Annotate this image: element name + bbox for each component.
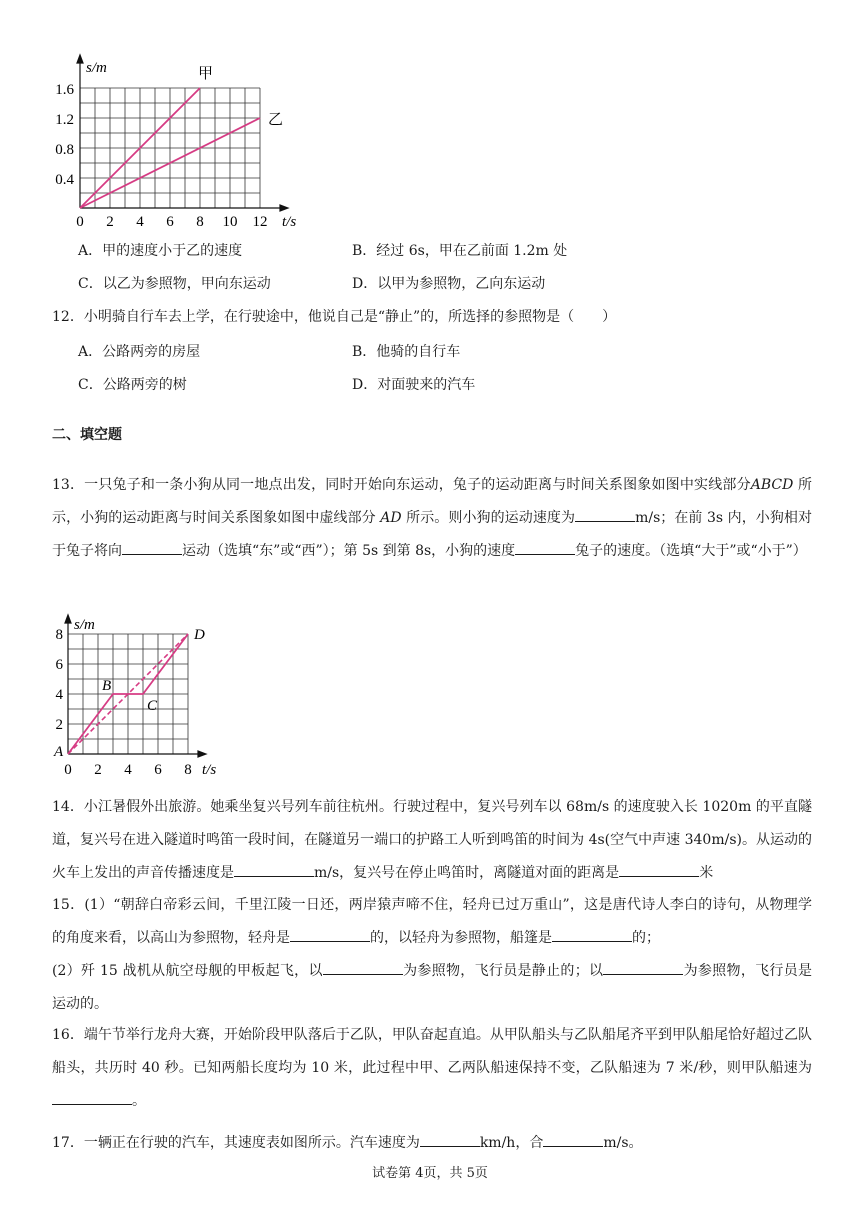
- y2-tick-8: 8: [55, 627, 63, 643]
- q13-text-5: 运动（选填“东”或“西”）；第 5s 到第 8s，小狗的速度: [182, 543, 516, 559]
- q13-text-2: 所示，小狗的运动距离与时间关系图象如图中虚线部分: [52, 477, 813, 526]
- q15-text-2: 的，以轻舟为参照物，船篷是: [370, 930, 552, 946]
- y-tick-1-2: 1.2: [55, 112, 74, 128]
- point-label-c: C: [147, 698, 158, 714]
- question-16: [52, 1019, 812, 1118]
- section-title-fill-in: 二、填空题: [52, 427, 122, 443]
- q14-blank-sound-speed[interactable]: [234, 860, 314, 877]
- q14-text-1: 14．小江暑假外出旅游。她乘坐复兴号列车前往杭州。行驶过程中，复兴号列车以 68m/s 的速度驶入长 1020m 的平直隧道，复兴号在进入隧道时鸣笛一段时间，在隧道另一端口的护路工人听到鸣笛的时间为 4s(空气中声速 340m/s)。从运动的火车上发出的声音传播速度是: [52, 799, 812, 881]
- point-label-d: D: [194, 627, 205, 643]
- question-13: [52, 469, 812, 568]
- q17-text-1: 17．一辆正在行驶的汽车，其速度表如图所示。汽车速度为: [52, 1135, 420, 1151]
- q17-blank-kmh[interactable]: [420, 1130, 480, 1147]
- q15-blank-boat-state[interactable]: [290, 925, 370, 942]
- y-tick-0-8: 0.8: [55, 142, 74, 158]
- line-yi-label: 乙: [268, 112, 284, 128]
- x2-tick-0: 0: [64, 762, 72, 778]
- question-15: [52, 889, 812, 1021]
- x2-tick-2: 2: [94, 762, 102, 778]
- q16-text-2: 。: [132, 1093, 146, 1109]
- graph1-y-axis-label: s/m: [86, 60, 107, 76]
- q13-ad: AD: [380, 510, 402, 526]
- point-label-a: A: [54, 744, 64, 760]
- q11-option-a[interactable]: A．甲的速度小于乙的速度: [78, 243, 243, 259]
- x-tick-2: 2: [106, 214, 114, 230]
- q11-option-c[interactable]: C．以乙为参照物，甲向东运动: [78, 276, 271, 292]
- graph2-x-axis-label: t/s: [202, 762, 217, 778]
- question-17: [52, 1127, 812, 1160]
- q15-text-4: (2）歼 15 战机从航空母舰的甲板起飞，以: [52, 963, 323, 979]
- q12-option-c[interactable]: C．公路两旁的树: [78, 377, 187, 393]
- q13-text-4: m/s；在前 3s 内，小狗相对于兔子将向: [52, 510, 813, 559]
- line-jia-label: 甲: [198, 66, 214, 82]
- graph1-y-ticks: [55, 82, 74, 188]
- q13-text-3: 所示。则小狗的运动速度为: [401, 510, 576, 526]
- q15-blank-static-reference[interactable]: [323, 958, 403, 975]
- q13-blank-dog-speed[interactable]: [575, 505, 635, 522]
- q15-text-6: 为参照物，飞行员是运动的。: [52, 963, 813, 1012]
- x-tick-6: 6: [166, 214, 174, 230]
- q15-text-5: 为参照物，飞行员是静止的；以: [402, 963, 604, 979]
- x-tick-4: 4: [136, 214, 144, 230]
- y2-tick-6: 6: [55, 657, 63, 673]
- q15-blank-moving-reference[interactable]: [603, 958, 683, 975]
- y2-tick-2: 2: [55, 717, 63, 733]
- graph2-y-axis-label: s/m: [74, 617, 95, 633]
- q12-option-d[interactable]: D．对面驶来的汽车: [352, 377, 476, 393]
- graph2-y-ticks: [56, 627, 64, 733]
- q17-text-3: m/s。: [603, 1135, 643, 1151]
- y-tick-0-4: 0.4: [55, 172, 74, 188]
- q13-text-1: 13．一只兔子和一条小狗从同一地点出发，同时开始向东运动，兔子的运动距离与时间关系图象如图中实线部分: [52, 477, 751, 493]
- q12-stem: 12．小明骑自行车去上学，在行驶途中，他说自己是“静止”的，所选择的参照物是（ ）: [52, 309, 617, 325]
- q12-option-a[interactable]: A．公路两旁的房屋: [78, 344, 201, 360]
- q13-blank-compare[interactable]: [515, 538, 575, 555]
- q15-blank-canopy-state[interactable]: [552, 925, 632, 942]
- x2-tick-8: 8: [184, 762, 192, 778]
- q16-text-1: 16．端午节举行龙舟大赛，开始阶段甲队落后于乙队，甲队奋起直追。从甲队船头与乙队船尾齐平到甲队船尾恰好超过乙队船头，共历时 40 秒。已知两船长度均为 10 米，此过程中甲、乙两队船速保持不变，乙队船速为 7 米/秒，则甲队船速为: [52, 1027, 812, 1076]
- graph1-grid: [80, 88, 260, 208]
- q15-text-1: 15．(1）“朝辞白帝彩云间，千里江陵一日还，两岸猿声啼不住，轻舟已过万重山”，这是唐代诗人李白的诗句，从物理学的角度来看，以高山为参照物，轻舟是: [52, 897, 812, 946]
- q14-text-2: m/s，复兴号在停止鸣笛时，离隧道对面的距离是: [314, 865, 620, 881]
- x-tick-12: 12: [252, 214, 268, 230]
- q14-text-3: 米: [699, 865, 714, 881]
- page-footer: 试卷第 4页，共 5页: [372, 1166, 488, 1181]
- x-tick-10: 10: [222, 214, 238, 230]
- x-tick-8: 8: [196, 214, 204, 230]
- q17-text-2: km/h，合: [479, 1135, 544, 1151]
- q13-abcd: ABCD: [750, 477, 794, 493]
- graph2-x-ticks: [64, 762, 192, 778]
- q12-option-b[interactable]: B．他骑的自行车: [352, 344, 461, 360]
- graph-jia-yi: [46, 52, 316, 234]
- point-label-b: B: [102, 678, 112, 694]
- graph1-x-ticks: [76, 214, 267, 230]
- q15-text-3: 的；: [632, 930, 660, 946]
- question-14: [52, 791, 812, 890]
- q11-option-b[interactable]: B．经过 6s，甲在乙前面 1.2m 处: [352, 243, 568, 259]
- x2-tick-6: 6: [154, 762, 162, 778]
- y-tick-1-6: 1.6: [55, 82, 74, 98]
- q17-blank-ms[interactable]: [543, 1130, 603, 1147]
- y2-tick-4: 4: [55, 687, 63, 703]
- q11-option-d[interactable]: D．以甲为参照物，乙向东运动: [352, 276, 546, 292]
- q13-text-6: 兔子的速度。（选填“大于”或“小于”）: [575, 543, 807, 559]
- q14-blank-distance[interactable]: [619, 860, 699, 877]
- x-tick-0: 0: [76, 214, 84, 230]
- q13-blank-direction[interactable]: [122, 538, 182, 555]
- graph-rabbit-dog: [48, 612, 228, 782]
- graph1-x-axis-label: t/s: [282, 214, 297, 230]
- q16-blank-boat-speed[interactable]: [52, 1088, 132, 1105]
- x2-tick-4: 4: [124, 762, 132, 778]
